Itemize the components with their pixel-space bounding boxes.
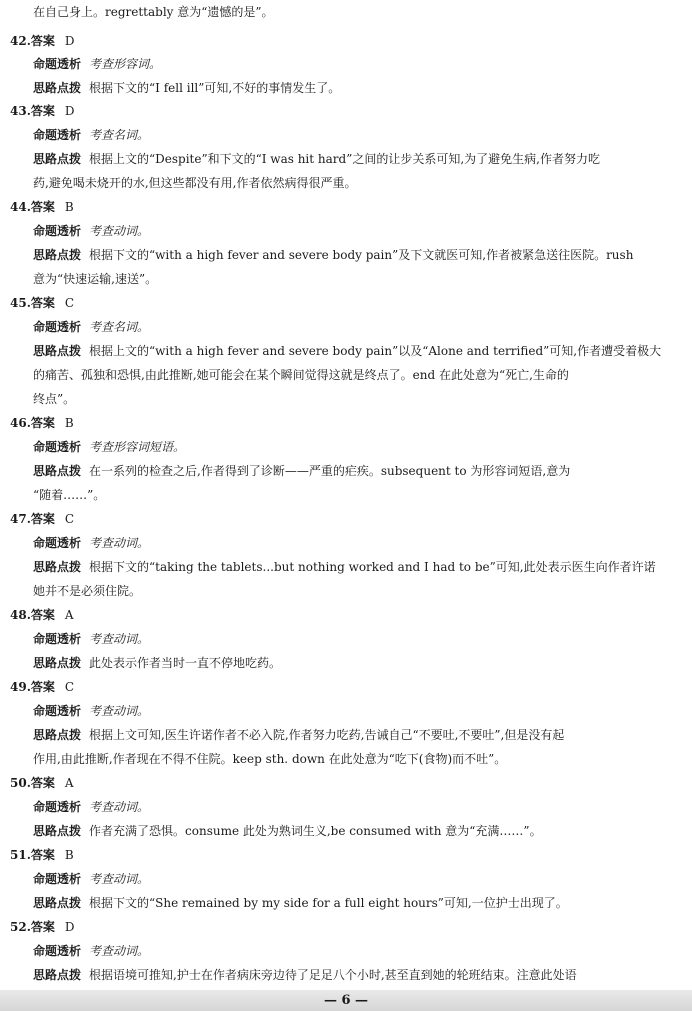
answer-label: 答案	[30, 416, 55, 430]
analysis-line	[33, 799, 149, 815]
hint-line	[33, 151, 600, 167]
analysis-text: 考查名词。	[89, 320, 150, 334]
answer-label: 答案	[30, 200, 55, 214]
hint-text: 根据下文的“I fell ill”可知,不好的事情发生了。	[89, 81, 341, 95]
hint-continuation: 意为“快速运输,速送”。	[33, 272, 158, 286]
hint-line	[33, 463, 570, 479]
hint-continuation: 的痛苦、孤独和恐惧,由此推断,她可能会在某个瞬间觉得这就是终点了。end 在此处意为“死亡,生命的	[33, 368, 569, 382]
answer-letter: A	[64, 608, 74, 622]
analysis-line	[33, 535, 149, 551]
hint-tag: 思路点拨	[33, 560, 82, 574]
analysis-text: 考查动词。	[89, 704, 150, 718]
answer-heading-52	[10, 919, 75, 935]
hint-text: 根据语境可推知,护士在作者病床旁边待了足足八个小时,甚至直到她的轮班结束。注意此处语	[89, 968, 577, 982]
answer-label: 答案	[30, 680, 55, 694]
hint-continuation: 终点”。	[33, 392, 76, 406]
hint-tag: 思路点拨	[33, 896, 82, 910]
analysis-text: 考查名词。	[89, 128, 150, 142]
answer-label: 答案	[30, 920, 55, 934]
question-number: 51.	[10, 848, 31, 862]
answer-label: 答案	[30, 104, 55, 118]
question-number: 44.	[10, 200, 31, 214]
hint-text: 根据上文可知,医生许诺作者不必入院,作者努力吃药,告诫自己“不要吐,不要吐”,但是没有起	[89, 728, 565, 742]
answer-heading-50	[10, 775, 74, 791]
hint-tag: 思路点拨	[33, 344, 82, 358]
analysis-line	[33, 223, 149, 239]
hint-line	[33, 823, 542, 839]
hint-continuation: “随着……”。	[33, 488, 106, 502]
answer-label: 答案	[30, 296, 55, 310]
answer-heading-43	[10, 103, 75, 119]
question-number: 42.	[10, 34, 31, 48]
hint-tag: 思路点拨	[33, 728, 82, 742]
analysis-text: 考查动词。	[89, 800, 150, 814]
answer-letter: A	[64, 776, 74, 790]
analysis-line	[33, 703, 149, 719]
analysis-line	[33, 319, 149, 335]
question-number: 45.	[10, 296, 31, 310]
answer-heading-51	[10, 847, 74, 863]
analysis-tag: 命题透析	[33, 320, 82, 334]
answer-letter: C	[64, 296, 75, 310]
analysis-line	[33, 631, 149, 647]
answer-heading-47	[10, 511, 74, 527]
analysis-tag: 命题透析	[33, 800, 82, 814]
answer-letter: D	[64, 34, 75, 48]
question-number: 52.	[10, 920, 31, 934]
analysis-text: 考查动词。	[89, 536, 150, 550]
answer-label: 答案	[30, 608, 55, 622]
answer-label: 答案	[30, 776, 55, 790]
answer-letter: B	[64, 416, 74, 430]
hint-text: 在一系列的检查之后,作者得到了诊断——严重的疟疾。subsequent to 为形容词短语,意为	[89, 464, 571, 478]
question-number: 47.	[10, 512, 31, 526]
answer-letter: C	[64, 680, 75, 694]
hint-continuation: 她并不是必须住院。	[33, 584, 142, 598]
analysis-text: 考查动词。	[89, 872, 150, 886]
answer-heading-49	[10, 679, 74, 695]
page-number: — 6 —	[323, 993, 369, 1008]
hint-line	[33, 343, 661, 359]
answer-heading-44	[10, 199, 74, 215]
analysis-line	[33, 871, 149, 887]
hint-tag: 思路点拨	[33, 656, 82, 670]
hint-tag: 思路点拨	[33, 824, 82, 838]
analysis-text: 考查形容词。	[89, 57, 162, 71]
answer-label: 答案	[30, 512, 55, 526]
analysis-tag: 命题透析	[33, 872, 82, 886]
analysis-line	[33, 439, 185, 455]
hint-line	[33, 895, 568, 911]
answer-label: 答案	[30, 848, 55, 862]
hint-line	[33, 247, 633, 263]
answer-heading-42	[10, 33, 75, 49]
analysis-text: 考查形容词短语。	[89, 440, 186, 454]
hint-line	[33, 727, 564, 743]
hint-text: 根据下文的“She remained by my side for a full eight hours”可知,一位护士出现了。	[89, 896, 568, 910]
analysis-tag: 命题透析	[33, 224, 82, 238]
hint-text: 根据下文的“taking the tablets...but nothing worked and I had to be”可知,此处表示医生向作者许诺	[89, 560, 656, 574]
analysis-text: 考查动词。	[89, 632, 150, 646]
hint-text: 此处表示作者当时一直不停地吃药。	[89, 656, 282, 670]
answer-letter: D	[64, 920, 75, 934]
hint-line	[33, 559, 656, 575]
analysis-text: 考查动词。	[89, 224, 150, 238]
hint-tag: 思路点拨	[33, 968, 82, 982]
answer-letter: D	[64, 104, 75, 118]
question-number: 46.	[10, 416, 31, 430]
analysis-tag: 命题透析	[33, 128, 82, 142]
analysis-tag: 命题透析	[33, 704, 82, 718]
hint-text: 根据下文的“with a high fever and severe body pain”及下文就医可知,作者被紧急送往医院。rush	[89, 248, 634, 262]
hint-text: 根据上文的“with a high fever and severe body pain”以及“Alone and terrified”可知,作者遭受着极大	[89, 344, 662, 358]
question-number: 48.	[10, 608, 31, 622]
hint-tag: 思路点拨	[33, 81, 82, 95]
hint-tag: 思路点拨	[33, 152, 82, 166]
hint-line	[33, 967, 577, 983]
analysis-line	[33, 943, 149, 959]
answer-letter: C	[64, 512, 75, 526]
analysis-tag: 命题透析	[33, 632, 82, 646]
answer-letter: B	[64, 200, 74, 214]
analysis-line	[33, 127, 149, 143]
hint-line	[33, 655, 281, 671]
question-number: 43.	[10, 104, 31, 118]
hint-tag: 思路点拨	[33, 248, 82, 262]
hint-text: 根据上文的“Despite”和下文的“I was hit hard”之间的让步关系可知,为了避免生病,作者努力吃	[89, 152, 600, 166]
hint-continuation: 作用,由此推断,作者现在不得不住院。keep sth. down 在此处意为“吃下(食物)而不吐”。	[33, 752, 507, 766]
analysis-tag: 命题透析	[33, 536, 82, 550]
question-number: 49.	[10, 680, 31, 694]
question-number: 50.	[10, 776, 31, 790]
answer-heading-48	[10, 607, 74, 623]
answer-label: 答案	[30, 34, 55, 48]
answer-heading-46	[10, 415, 74, 431]
hint-line	[33, 80, 340, 96]
analysis-text: 考查动词。	[89, 944, 150, 958]
analysis-tag: 命题透析	[33, 440, 82, 454]
analysis-line	[33, 56, 161, 72]
hint-tag: 思路点拨	[33, 464, 82, 478]
text-line: 在自己身上。regrettably 意为“遗憾的是”。	[33, 5, 274, 19]
hint-continuation: 药,避免喝未烧开的水,但这些都没有用,作者依然病得很严重。	[33, 176, 357, 190]
analysis-tag: 命题透析	[33, 944, 82, 958]
answer-heading-45	[10, 295, 74, 311]
hint-text: 作者充满了恐惧。consume 此处为熟词生义,be consumed with 意为“充满……”。	[89, 824, 542, 838]
analysis-tag: 命题透析	[33, 57, 82, 71]
answer-letter: B	[64, 848, 74, 862]
